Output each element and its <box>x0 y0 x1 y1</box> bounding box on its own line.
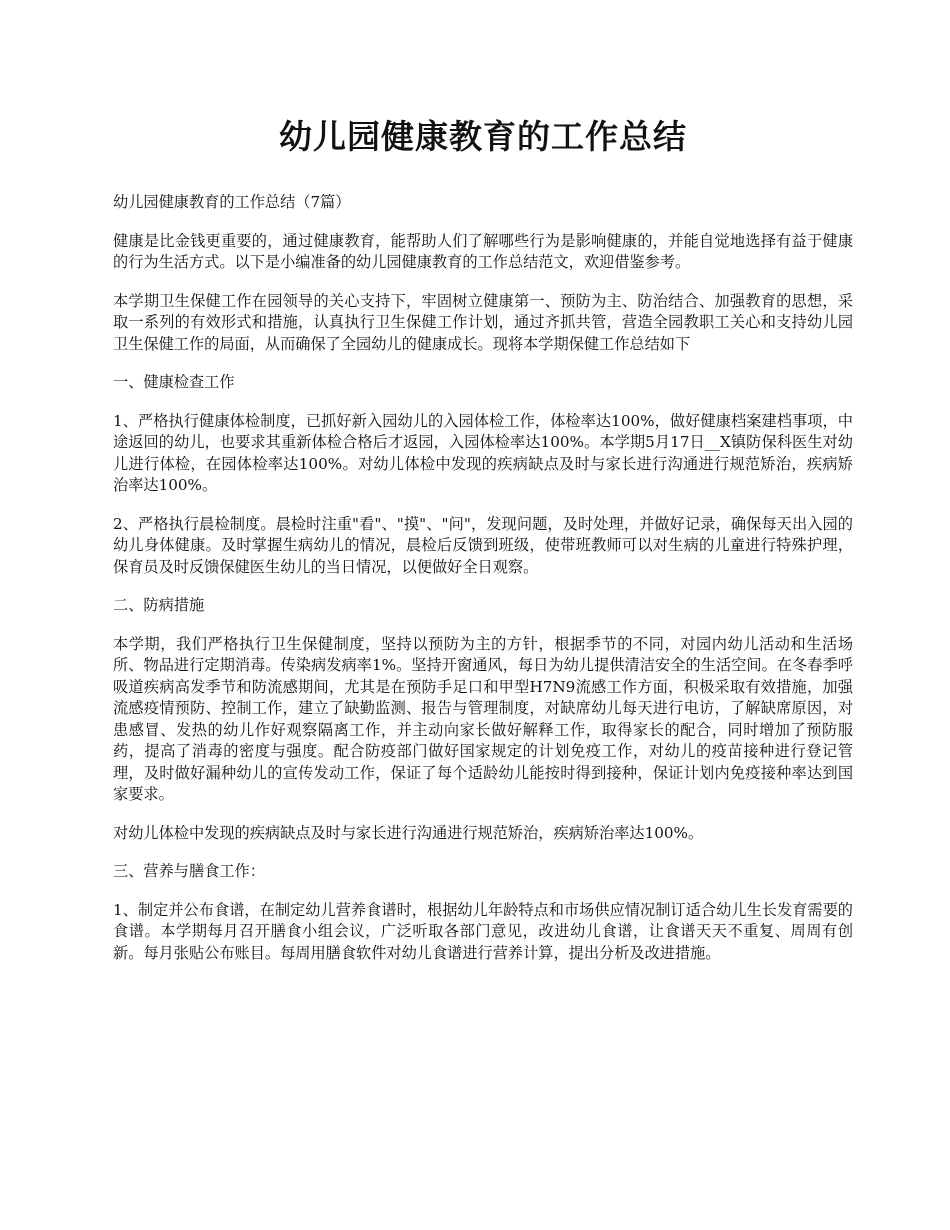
section-heading-health-check: 一、健康检查工作 <box>113 373 235 391</box>
document-subtitle: 幼儿园健康教育的工作总结（7篇） <box>113 193 351 211</box>
document-title: 幼儿园健康教育的工作总结 <box>279 117 687 156</box>
nutrition-paragraph-1: 1、制定并公布食谱，在制定幼儿营养食谱时，根据幼儿年龄特点和市场供应情况制订适合幼儿生长发育需要的食谱。本学期每月召开膳食小组会议，广泛听取各部门意见，改进幼儿食谱，让食谱天天不重复、周周有创新。每月张贴公布账目。每周用膳食软件对幼儿食谱进行营养计算，提出分析及改进措施。 <box>113 900 853 962</box>
section-heading-disease-prevention: 二、防病措施 <box>113 596 205 614</box>
opening-paragraph: 本学期卫生保健工作在园领导的关心支持下，牢固树立健康第一、预防为主、防治结合、加强教育的思想，采取一系列的有效形式和措施，认真执行卫生保健工作计划，通过齐抓共管，营造全园教职工关心和支持幼儿园卫生保健工作的局面，从而确保了全园幼儿的健康成长。现将本学期保健工作总结如下 <box>113 291 853 353</box>
document-page <box>113 108 853 981</box>
health-check-paragraph-2: 2、严格执行晨检制度。晨检时注重"看"、"摸"、"问"，发现问题，及时处理，并做好记录，确保每天出入园的幼儿身体健康。及时掌握生病幼儿的情况，晨检后反馈到班级，使带班教师可以对生病的儿童进行特殊护理，保育员及时反馈保健医生幼儿的当日情况，以便做好全日观察。 <box>113 514 853 576</box>
section-heading-nutrition: 三、营养与膳食工作： <box>113 862 265 880</box>
disease-prevention-paragraph-2: 对幼儿体检中发现的疾病缺点及时与家长进行沟通进行规范矫治，疾病矫治率达100%。 <box>113 823 704 842</box>
disease-prevention-paragraph-1: 本学期，我们严格执行卫生保健制度，坚持以预防为主的方针，根据季节的不同，对园内幼儿活动和生活场所、物品进行定期消毒。传染病发病率1%。坚持开窗通风，每日为幼儿提供清洁安全的生活空间。在冬春季呼吸道疾病高发季节和防流感期间，尤其是在预防手足口和甲型H7N9流感工作方面，积极采取有效措施，加强流感疫情预防、控制工作，建立了缺勤监测、报告与管理制度，对缺席幼儿每天进行电访，了解缺席原因，对患感冒、发热的幼儿作好观察隔离工作，并主动向家长做好解释工作，取得家长的配合，同时增加了预防服药，提高了消毒的密度与强度。配合防疫部门做好国家规定的计划免疫工作，对幼儿的疫苗接种进行登记管理，及时做好漏种幼儿的宣传发动工作，保证了每个适龄幼儿能按时得到接种，保证计划内免疫接种率达到国家要求。 <box>113 634 853 803</box>
intro-paragraph: 健康是比金钱更重要的，通过健康教育，能帮助人们了解哪些行为是影响健康的，并能自觉地选择有益于健康的行为生活方式。以下是小编准备的幼儿园健康教育的工作总结范文，欢迎借鉴参考。 <box>113 231 853 271</box>
health-check-paragraph-1: 1、严格执行健康体检制度，已抓好新入园幼儿的入园体检工作，体检率达100%，做好健康档案建档事项，中途返回的幼儿，也要求其重新体检合格后才返园，入园体检率达100%。本学期5月17日__X镇防保科医生对幼儿进行体检，在园体检率达100%。对幼儿体检中发现的疾病缺点及时与家长进行沟通进行规范矫治，疾病矫治率达100%。 <box>113 411 853 494</box>
